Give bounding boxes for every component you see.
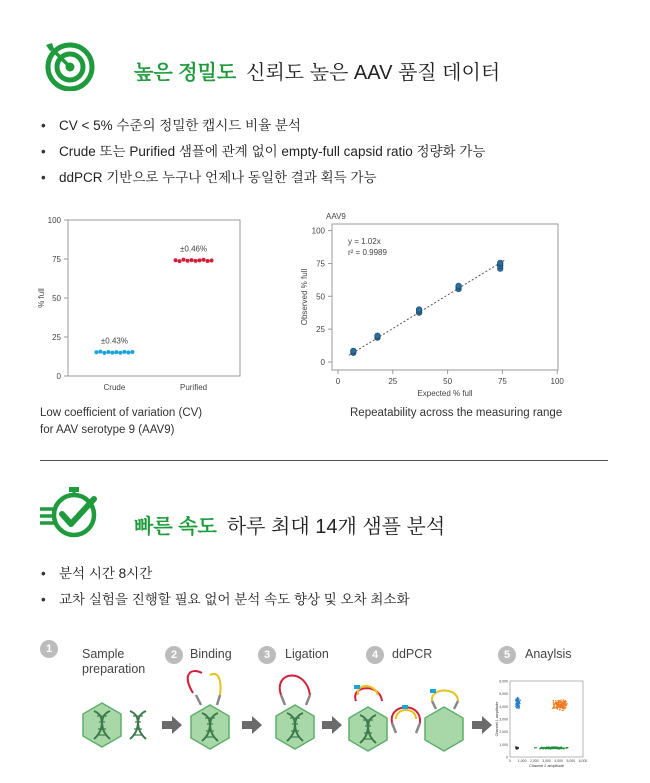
droplet-point: [563, 702, 564, 703]
y-axis-label: Observed % full: [300, 268, 309, 326]
series-annotation: ±0.46%: [180, 244, 208, 254]
droplet-point: [517, 748, 518, 749]
repeatability-chart: [296, 210, 571, 402]
section1-title: [134, 56, 500, 85]
data-point: [118, 351, 122, 355]
droplet-point: [562, 710, 563, 711]
data-point: [102, 351, 106, 355]
droplet-point: [518, 706, 519, 707]
x-tick-label: 0: [335, 377, 341, 386]
mini-y-tick-label: 1,000: [499, 742, 508, 747]
y-tick-label: 75: [316, 259, 325, 269]
mini-y-tick-label: 0: [506, 755, 508, 760]
section2-title: [134, 510, 445, 539]
y-tick-label: 50: [316, 292, 325, 302]
droplet-point: [553, 704, 554, 705]
section-divider: [40, 460, 608, 461]
droplet-point: [559, 709, 560, 710]
droplet-point: [559, 747, 560, 748]
droplet-point: [545, 748, 546, 749]
droplet-point: [558, 747, 559, 748]
droplet-point: [550, 748, 551, 749]
droplet-point: [553, 702, 554, 703]
mini-y-tick-label: 5,000: [499, 692, 508, 697]
capsid-ligated-icon: [276, 675, 314, 749]
mini-x-tick-label: 5,000: [566, 759, 576, 763]
data-point: [351, 348, 357, 354]
data-point: [210, 259, 214, 263]
droplet-point: [562, 705, 563, 706]
workflow-illustration: [70, 665, 650, 780]
droplet-point: [543, 748, 544, 749]
stopwatch-check-icon: [38, 485, 104, 539]
mini-y-axis-label: Channel 1 amplitude: [495, 701, 499, 737]
arrow-icon: [242, 716, 262, 734]
capsid-bound-icon: [188, 671, 229, 749]
arrow-icon: [472, 716, 492, 734]
fit-line: [349, 260, 505, 355]
droplet-point: [516, 749, 517, 750]
droplet-point: [516, 702, 517, 703]
ddpcr-capsid-icon: [349, 685, 387, 751]
y-tick-label: 50: [52, 294, 61, 303]
regression-annotation: y = 1.02x: [348, 237, 381, 246]
droplet-point: [563, 699, 564, 700]
dna-icon: [130, 711, 146, 739]
step-label: Anaylsis: [525, 647, 572, 661]
data-point: [130, 350, 134, 354]
droplet-point: [555, 702, 556, 703]
y-tick-label: 100: [47, 216, 61, 225]
x-tick-label: 75: [497, 377, 507, 386]
droplet-point: [518, 698, 519, 699]
section1-title-accent: 높은 정밀도: [134, 62, 237, 84]
caption-line: Low coefficient of variation (CV): [40, 407, 203, 419]
x-tick-label: Crude: [103, 383, 126, 392]
data-point: [202, 258, 206, 262]
x-tick-label: Purified: [179, 383, 208, 392]
cv-chart-caption: [40, 405, 202, 439]
droplet-point: [560, 706, 561, 707]
droplet-point: [561, 703, 562, 704]
data-point: [126, 350, 130, 354]
droplet-point: [565, 704, 566, 705]
droplet-point: [560, 704, 561, 705]
repeatability-chart-caption: [350, 405, 562, 422]
bullet-item: • ddPCR 기반으로 누구나 언제나 동일한 결과 획득 가능: [41, 168, 485, 194]
section2-title-accent: 빠른 속도: [134, 516, 217, 538]
y-tick-label: 25: [52, 333, 61, 342]
droplet-point: [518, 703, 519, 704]
ddpcr-loop-icon: [392, 705, 420, 733]
data-point: [186, 259, 190, 263]
x-tick-label: 25: [388, 377, 398, 386]
data-point: [456, 283, 462, 289]
droplet-point: [551, 746, 552, 747]
section2-title-rest: 하루 최대 14개 샘플 분석: [226, 516, 446, 538]
mini-x-tick-label: 1,000: [517, 759, 527, 763]
x-axis-label: Expected % full: [417, 389, 473, 398]
mini-x-tick-label: 0: [509, 759, 511, 763]
step-label: ddPCR: [392, 647, 433, 661]
droplet-point: [551, 748, 552, 749]
data-point: [98, 350, 102, 354]
data-point: [122, 350, 126, 354]
droplet-point: [518, 701, 519, 702]
droplet-point: [567, 747, 568, 748]
y-tick-label: 75: [52, 255, 61, 264]
droplet-point: [558, 703, 559, 704]
caption-line: for AAV serotype 9 (AAV9): [40, 424, 175, 436]
target-icon: [44, 39, 96, 91]
mini-x-axis-label: Channel 2 amplitude: [529, 764, 564, 768]
arrow-icon: [322, 716, 342, 734]
ddpcr-empty-capsid-icon: [425, 689, 463, 751]
section1-bullets: [41, 116, 485, 194]
droplet-point: [517, 707, 518, 708]
mini-x-tick-label: 3,000: [542, 759, 551, 763]
mini-plot-frame: [510, 681, 583, 757]
droplet-point: [516, 704, 517, 705]
data-point: [106, 350, 110, 354]
droplet-point: [565, 701, 566, 702]
droplet-point: [556, 707, 557, 708]
mini-y-tick-label: 6,000: [499, 679, 508, 684]
mini-x-tick-label: 6,000: [578, 759, 588, 763]
droplet-point: [560, 699, 561, 700]
arrow-icon: [162, 716, 182, 734]
data-point: [206, 259, 210, 263]
droplet-point: [564, 704, 565, 705]
data-point: [190, 258, 194, 262]
droplet-point: [555, 747, 556, 748]
data-point: [416, 307, 422, 313]
section2-bullets: [41, 564, 410, 616]
y-tick-label: 25: [316, 325, 325, 335]
droplet-point: [547, 747, 548, 748]
droplet-point: [536, 747, 537, 748]
mini-y-tick-label: 2,000: [499, 730, 508, 735]
data-point: [178, 259, 182, 263]
step-number: 5: [498, 646, 516, 664]
bullet-item: • Crude 또는 Purified 샘플에 관계 없이 empty-full capsid ratio 정량화 가능: [41, 142, 485, 168]
droplet-point: [559, 748, 560, 749]
data-point: [194, 259, 198, 263]
cv-chart: [30, 210, 260, 400]
data-point: [375, 333, 381, 339]
droplet-point: [520, 700, 521, 701]
droplet-point: [548, 747, 549, 748]
droplet-point: [515, 700, 516, 701]
data-point: [198, 258, 202, 262]
step-label: Sample preparation: [82, 647, 146, 676]
droplet-point: [560, 747, 561, 748]
bullet-item: • 분석 시간 8시간: [41, 564, 410, 590]
droplet-point: [561, 701, 562, 702]
droplet-point: [556, 705, 557, 706]
chart-title: AAV9: [326, 212, 346, 221]
series-annotation: ±0.43%: [100, 336, 128, 346]
droplet-point: [540, 748, 541, 749]
step-number: 3: [258, 646, 276, 664]
x-tick-label: 50: [443, 377, 453, 386]
capsid-icon: [83, 703, 121, 747]
step-label: Ligation: [285, 647, 329, 661]
y-tick-label: 100: [311, 226, 325, 236]
data-point: [94, 350, 98, 354]
bullet-item: • CV < 5% 수준의 정밀한 캡시드 비율 분석: [41, 116, 485, 142]
plot-frame: [68, 220, 240, 376]
droplet-point: [562, 707, 563, 708]
bullet-item: • 교차 실험을 진행할 필요 없어 분석 속도 향상 및 오차 최소화: [41, 590, 410, 616]
droplet-point: [557, 700, 558, 701]
droplet-point: [565, 707, 566, 708]
data-point: [110, 351, 114, 355]
step-number: 1: [40, 640, 58, 658]
regression-annotation: r² = 0.9989: [348, 248, 387, 257]
mini-x-tick-label: 4,000: [554, 759, 564, 763]
droplet-point: [564, 708, 565, 709]
data-point: [182, 258, 186, 262]
droplet-point: [553, 700, 554, 701]
x-tick-label: 100: [550, 377, 564, 386]
droplet-point: [557, 708, 558, 709]
section1-title-rest: 신뢰도 높은 AAV 품질 데이터: [246, 62, 501, 84]
data-point: [497, 260, 503, 266]
data-point: [114, 350, 118, 354]
step-label: Binding: [190, 647, 232, 661]
droplet-point: [555, 706, 556, 707]
y-tick-label: 0: [56, 372, 61, 381]
y-axis-label: % full: [37, 288, 46, 308]
step-number: 4: [366, 646, 384, 664]
step-number: 2: [165, 646, 183, 664]
droplet-point: [518, 708, 519, 709]
droplet-point: [559, 701, 560, 702]
y-tick-label: 0: [320, 358, 325, 367]
droplet-point: [534, 747, 535, 748]
droplet-point: [555, 700, 556, 701]
droplet-point: [564, 747, 565, 748]
mini-y-tick-label: 4,000: [499, 704, 508, 709]
mini-y-tick-label: 3,000: [499, 717, 508, 722]
mini-x-tick-label: 2,000: [529, 759, 539, 763]
data-point: [174, 258, 178, 262]
caption-line: Repeatability across the measuring range: [350, 407, 563, 419]
droplet-point: [565, 705, 566, 706]
droplet-point: [553, 706, 554, 707]
droplet-plot: [495, 680, 587, 769]
